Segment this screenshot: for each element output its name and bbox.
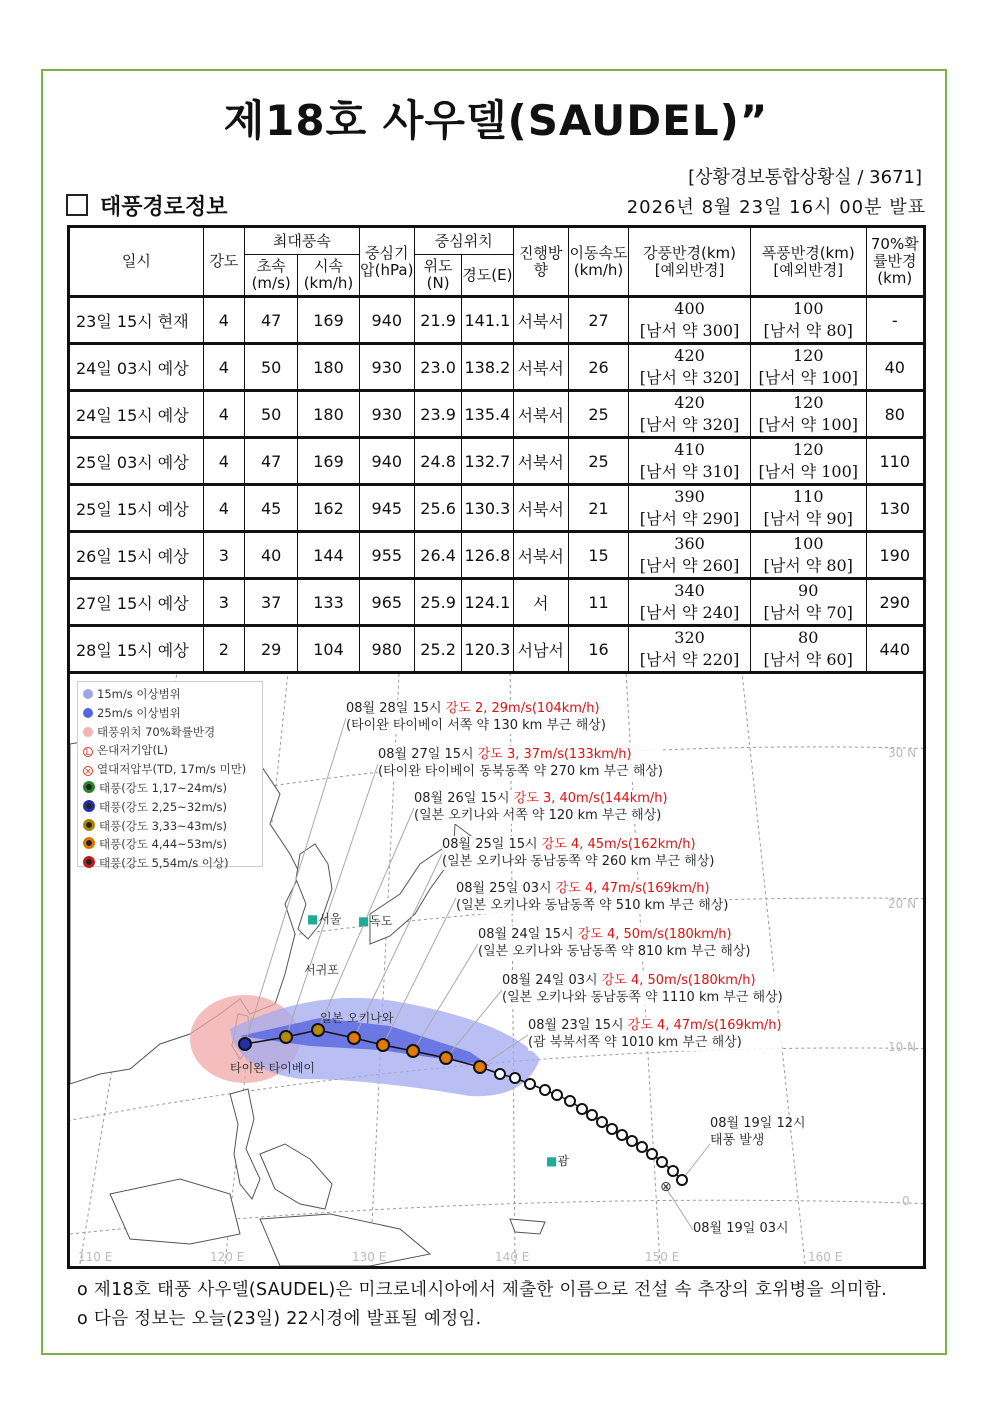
- cell-date: 28일 15시 예상: [69, 626, 204, 673]
- cell-kmh: 169: [298, 297, 359, 344]
- legend-label: 온대저기압(L): [97, 743, 168, 758]
- cell-lat: 24.8: [414, 438, 461, 485]
- forecast-label-time: [528, 1017, 782, 1034]
- cell-lat: 26.4: [414, 532, 461, 579]
- office-label: [상황경보통합상황실 / 3671]: [688, 167, 922, 188]
- place-seogwipo: 서귀포: [304, 963, 339, 977]
- forecast-label-time: [502, 972, 783, 989]
- forecast-label: [346, 700, 606, 734]
- storm-value: 120: [792, 393, 824, 412]
- lon-label-140: 140 E: [495, 1250, 530, 1264]
- cell-storm: [750, 438, 866, 485]
- gale-value: 360: [674, 534, 705, 553]
- forecast-typhoon-marker: [348, 1032, 360, 1044]
- cell-spd: 21: [568, 485, 628, 532]
- cell-p70: 110: [866, 438, 924, 485]
- storm-exception: [남서 약 80]: [763, 321, 853, 340]
- cell-lon: 132.7: [462, 438, 513, 485]
- gale-value: 420: [674, 393, 705, 412]
- forecast-intensity: 강도 4, 47m/s(169km/h): [627, 1018, 782, 1033]
- cell-ms: 50: [245, 391, 298, 438]
- past-typhoon-marker: [495, 1069, 505, 1079]
- map-legend: [77, 681, 263, 871]
- lat-label-30: 30 N: [888, 746, 917, 760]
- cell-hpa: 940: [359, 297, 414, 344]
- cell-ms: 47: [245, 297, 298, 344]
- gale-value: 320: [674, 628, 705, 647]
- cell-date: 23일 15시 현재: [69, 297, 204, 344]
- cell-dir: 서북서: [513, 297, 568, 344]
- forecast-intensity: 강도 3, 37m/s(133km/h): [477, 747, 632, 762]
- cell-lon: 130.3: [462, 485, 513, 532]
- cell-kmh: 144: [298, 532, 359, 579]
- th-wind-kmh: 시속(km/h): [298, 255, 359, 297]
- storm-value: 110: [792, 487, 824, 506]
- cell-ms: 47: [245, 438, 298, 485]
- forecast-location: (일본 오키나와 동남동쪽 약 510 km 부근 해상): [456, 898, 729, 913]
- cell-date: 27일 15시 예상: [69, 579, 204, 626]
- lon-label-150: 150 E: [645, 1250, 680, 1264]
- cell-spd: 25: [568, 438, 628, 485]
- cell-lat: 21.9: [414, 297, 461, 344]
- cell-dir: 서: [513, 579, 568, 626]
- cell-storm: [750, 344, 866, 391]
- cell-ms: 37: [245, 579, 298, 626]
- cell-int: 4: [203, 485, 244, 532]
- forecast-time: 08월 23일 15시: [528, 1018, 628, 1033]
- storm-exception: [남서 약 100]: [758, 415, 859, 434]
- th-intensity: 강도: [203, 227, 244, 297]
- place-taipei: 타이완 타이베이: [230, 1061, 315, 1075]
- cell-lat: 25.9: [414, 579, 461, 626]
- cell-lat: 25.6: [414, 485, 461, 532]
- forecast-location: (일본 오키나와 동남동쪽 약 1110 km 부근 해상): [502, 990, 783, 1005]
- forecast-label-time: [414, 790, 668, 807]
- leader-line: [286, 764, 378, 1037]
- th-center: 중심위치: [414, 227, 513, 255]
- table-body: [69, 297, 925, 673]
- cell-kmh: 169: [298, 438, 359, 485]
- legend-label: 열대저압부(TD, 17m/s 미만): [97, 762, 247, 777]
- track-map: [67, 671, 926, 1269]
- cell-gale: [629, 485, 751, 532]
- origin-label: 08월 19일 03시: [693, 1221, 789, 1236]
- cell-int: 4: [203, 344, 244, 391]
- range-swatch-icon: [83, 708, 93, 718]
- legend-prob70: [83, 723, 257, 742]
- forecast-time: 08월 25일 15시: [442, 837, 542, 852]
- forecast-location: (일본 오키나와 서쪽 약 120 km 부근 해상): [414, 808, 662, 823]
- table-row: [69, 532, 925, 579]
- legend-typhoon-5: [83, 854, 257, 873]
- past-typhoon-marker: [577, 1104, 587, 1114]
- lon-label-130: 130 E: [352, 1250, 387, 1264]
- cell-storm: [750, 532, 866, 579]
- cell-lon: 126.8: [462, 532, 513, 579]
- storm-exception: [남서 약 100]: [758, 368, 859, 387]
- legend-label: 태풍(강도 4,44~53m/s): [99, 837, 228, 852]
- low-symbol-icon: L: [83, 747, 93, 757]
- place-dokdo: [358, 912, 393, 929]
- cell-p70: 130: [866, 485, 924, 532]
- past-typhoon-marker: [607, 1124, 617, 1134]
- place-okinawa: 일본 오키나와: [320, 1011, 394, 1025]
- past-typhoon-marker: [668, 1166, 678, 1176]
- cell-dir: 서북서: [513, 391, 568, 438]
- cell-dir: 서북서: [513, 485, 568, 532]
- cell-hpa: 940: [359, 438, 414, 485]
- cell-storm: [750, 297, 866, 344]
- past-typhoon-marker: [627, 1136, 637, 1146]
- forecast-time: 08월 24일 15시: [478, 927, 578, 942]
- low-symbol-icon: ×: [84, 767, 92, 778]
- gale-exception: [남서 약 290]: [639, 509, 740, 528]
- forecast-label-time: [456, 880, 728, 897]
- gale-value: 340: [674, 581, 705, 600]
- cell-gale: [629, 391, 751, 438]
- forecast-typhoon-marker: [407, 1045, 419, 1057]
- th-lon: 경도(E): [462, 255, 513, 297]
- storm-exception: [남서 약 80]: [763, 556, 853, 575]
- past-typhoon-marker: [552, 1090, 562, 1100]
- th-gale-sub: [예외반경]: [654, 260, 725, 279]
- gale-exception: [남서 약 320]: [639, 415, 740, 434]
- cell-spd: 27: [568, 297, 628, 344]
- cell-hpa: 965: [359, 579, 414, 626]
- cell-spd: 16: [568, 626, 628, 673]
- cell-gale: [629, 579, 751, 626]
- table-row: [69, 344, 925, 391]
- table-row: [69, 438, 925, 485]
- cell-hpa: 955: [359, 532, 414, 579]
- cell-storm: [750, 579, 866, 626]
- cell-ms: 29: [245, 626, 298, 673]
- cell-ms: 50: [245, 344, 298, 391]
- legend-label: 태풍(강도 5,54m/s 이상): [99, 856, 229, 871]
- cell-p70: 440: [866, 626, 924, 673]
- past-typhoon-marker: [657, 1157, 667, 1167]
- issued-time: 2026년 8월 23일 16시 00분 발표: [626, 197, 926, 218]
- legend-typhoon-3: [83, 817, 257, 836]
- cell-kmh: 180: [298, 391, 359, 438]
- cell-int: 4: [203, 438, 244, 485]
- place-seoul-label: 서울: [318, 912, 342, 926]
- forecast-intensity: 강도 4, 50m/s(180km/h): [601, 973, 756, 988]
- forecast-label: [442, 836, 714, 870]
- legend-label: 25m/s 이상범위: [97, 705, 181, 720]
- cell-int: 4: [203, 391, 244, 438]
- forecast-label: [378, 746, 663, 780]
- forecast-typhoon-marker: [377, 1039, 389, 1051]
- cell-p70: 190: [866, 532, 924, 579]
- place-guam: [546, 1152, 569, 1169]
- forecast-intensity: 강도 2, 29m/s(104km/h): [445, 701, 600, 716]
- cell-gale: [629, 532, 751, 579]
- forecast-label: [478, 926, 750, 960]
- storm-value: 80: [798, 628, 819, 647]
- cell-hpa: 980: [359, 626, 414, 673]
- cell-lon: 141.1: [462, 297, 513, 344]
- genesis-text: 태풍 발생: [710, 1133, 765, 1148]
- legend-typhoon-2: [83, 798, 257, 817]
- forecast-time: 08월 26일 15시: [414, 791, 514, 806]
- cell-kmh: 104: [298, 626, 359, 673]
- place-dokdo-label: 독도: [369, 914, 393, 928]
- genesis-time: 08월 19일 12시: [710, 1116, 806, 1131]
- cell-storm: [750, 485, 866, 532]
- note-name-meaning: o 제18호 태풍 사우델(SAUDEL)은 미크로네시아에서 제출한 이름으로 전설 속 추장의 호위병을 의미함.: [77, 1280, 888, 1300]
- cell-date: 25일 03시 예상: [69, 438, 204, 485]
- gale-exception: [남서 약 300]: [639, 321, 740, 340]
- forecast-intensity: 강도 4, 47m/s(169km/h): [555, 881, 710, 896]
- forecast-location: (괌 북북서쪽 약 1010 km 부근 해상): [528, 1035, 742, 1050]
- forecast-typhoon-marker: [280, 1031, 292, 1043]
- range-swatch-icon: [83, 689, 93, 699]
- forecast-location: (일본 오키나와 동남동쪽 약 810 km 부근 해상): [478, 944, 751, 959]
- th-storm-title: 폭풍반경(km): [761, 243, 855, 262]
- past-typhoon-marker: [617, 1130, 627, 1140]
- legend-typhoon-4: [83, 835, 257, 854]
- cell-p70: 80: [866, 391, 924, 438]
- typhoon-symbol-icon: [83, 856, 95, 868]
- cell-dir: 서북서: [513, 438, 568, 485]
- cell-dir: 서남서: [513, 626, 568, 673]
- legend-label: 태풍위치 70%확률반경: [97, 724, 216, 739]
- th-speed: 이동속도(km/h): [568, 227, 628, 297]
- td-origin-icon: ⊗: [660, 1179, 672, 1195]
- cell-gale: [629, 626, 751, 673]
- forecast-label: [456, 880, 728, 914]
- cell-lat: 23.9: [414, 391, 461, 438]
- cell-int: 3: [203, 579, 244, 626]
- th-gale-title: 강풍반경(km): [643, 243, 737, 262]
- th-prob70: 70%확률반경(km): [866, 227, 924, 297]
- note-next-bulletin: o 다음 정보는 오늘(23일) 22시경에 발표될 예정임.: [77, 1309, 482, 1329]
- storm-exception: [남서 약 70]: [763, 603, 853, 622]
- cell-p70: 40: [866, 344, 924, 391]
- leader-line: [682, 1144, 710, 1180]
- cell-spd: 11: [568, 579, 628, 626]
- cell-int: 4: [203, 297, 244, 344]
- forecast-label-time: [378, 746, 663, 763]
- storm-exception: [남서 약 90]: [763, 509, 853, 528]
- past-typhoon-marker: [647, 1149, 657, 1159]
- cell-gale: [629, 438, 751, 485]
- th-pressure: 중심기압(hPa): [359, 227, 414, 297]
- past-typhoon-marker: [525, 1079, 535, 1089]
- typhoon-symbol-icon: [83, 819, 95, 831]
- marker-icon: ■: [358, 914, 370, 928]
- cell-date: 24일 15시 예상: [69, 391, 204, 438]
- forecast-time: 08월 25일 03시: [456, 881, 556, 896]
- cell-gale: [629, 297, 751, 344]
- forecast-label: [414, 790, 668, 824]
- forecast-time: 08월 27일 15시: [378, 747, 478, 762]
- past-typhoon-marker: [597, 1117, 607, 1127]
- storm-value: 100: [792, 299, 824, 318]
- past-typhoon-marker: [510, 1073, 520, 1083]
- th-lat: 위도(N): [414, 255, 461, 297]
- past-typhoon-marker: [637, 1142, 647, 1152]
- cell-lon: 124.1: [462, 579, 513, 626]
- storm-exception: [남서 약 100]: [758, 462, 859, 481]
- place-guam-label: 괌: [557, 1154, 569, 1168]
- th-gale-radius: [629, 227, 751, 297]
- gale-exception: [남서 약 320]: [639, 368, 740, 387]
- cell-kmh: 133: [298, 579, 359, 626]
- forecast-typhoon-marker: [239, 1038, 251, 1050]
- cell-kmh: 162: [298, 485, 359, 532]
- table-row: [69, 391, 925, 438]
- cell-storm: [750, 391, 866, 438]
- lat-label-20: 20 N: [888, 897, 917, 911]
- gale-exception: [남서 약 220]: [639, 650, 740, 669]
- forecast-time: 08월 28일 15시: [346, 701, 446, 716]
- legend-td: [83, 760, 257, 779]
- legend-typhoon-1: [83, 779, 257, 798]
- cell-dir: 서북서: [513, 344, 568, 391]
- past-typhoon-marker: [587, 1110, 597, 1120]
- th-max-wind: 최대풍속: [245, 227, 360, 255]
- legend-25ms-range: [83, 704, 257, 723]
- forecast-label: [528, 1017, 782, 1051]
- genesis-label: [710, 1115, 806, 1149]
- typhoon-symbol-icon: [83, 837, 95, 849]
- forecast-location: (일본 오키나와 동남동쪽 약 260 km 부근 해상): [442, 854, 715, 869]
- cell-hpa: 930: [359, 344, 414, 391]
- storm-value: 90: [798, 581, 819, 600]
- forecast-label-time: [442, 836, 714, 853]
- forecast-typhoon-marker: [474, 1061, 486, 1073]
- cell-ms: 40: [245, 532, 298, 579]
- cell-p70: -: [866, 297, 924, 344]
- cell-spd: 26: [568, 344, 628, 391]
- lon-label-120: 120 E: [210, 1250, 245, 1264]
- cell-date: 26일 15시 예상: [69, 532, 204, 579]
- lon-label-160: 160 E: [808, 1250, 843, 1264]
- past-typhoon-marker: [677, 1175, 687, 1185]
- checkbox-icon: [66, 194, 88, 216]
- cell-int: 2: [203, 626, 244, 673]
- th-storm-sub: [예외반경]: [773, 260, 844, 279]
- legend-extratropical: [83, 741, 257, 760]
- storm-value: 120: [792, 346, 824, 365]
- cell-int: 3: [203, 532, 244, 579]
- legend-label: 15m/s 이상범위: [97, 687, 181, 701]
- cell-date: 24일 03시 예상: [69, 344, 204, 391]
- forecast-location: (타이완 타이베이 서쪽 약 130 km 부근 해상): [346, 718, 606, 733]
- cell-dir: 서북서: [513, 532, 568, 579]
- legend-label: 태풍(강도 1,17~24m/s): [99, 780, 228, 795]
- th-datetime: 일시: [69, 227, 204, 297]
- storm-exception: [남서 약 60]: [763, 650, 853, 669]
- cell-lat: 25.2: [414, 626, 461, 673]
- cell-hpa: 930: [359, 391, 414, 438]
- cell-lon: 120.3: [462, 626, 513, 673]
- page-title: 제18호 사우델(SAUDEL)”: [223, 96, 769, 145]
- marker-icon: ■: [307, 912, 319, 926]
- th-direction: 진행방향: [513, 227, 568, 297]
- gale-exception: [남서 약 310]: [639, 462, 740, 481]
- typhoon-symbol-icon: [83, 781, 95, 793]
- cell-lat: 23.0: [414, 344, 461, 391]
- typhoon-track-table: [67, 225, 926, 674]
- legend-label: 태풍(강도 3,33~43m/s): [99, 818, 228, 833]
- forecast-intensity: 강도 3, 40m/s(144km/h): [513, 791, 668, 806]
- gale-exception: [남서 약 260]: [639, 556, 740, 575]
- cell-ms: 45: [245, 485, 298, 532]
- lat-label-10: 10 N: [888, 1040, 917, 1054]
- forecast-typhoon-marker: [440, 1052, 452, 1064]
- lon-label-110: 110 E: [78, 1250, 113, 1264]
- cell-p70: 290: [866, 579, 924, 626]
- range-swatch-icon: [83, 727, 93, 737]
- table-row: [69, 485, 925, 532]
- forecast-label-time: [346, 700, 606, 717]
- table-row: [69, 579, 925, 626]
- legend-label: 태풍(강도 2,25~32m/s): [99, 799, 228, 814]
- gale-value: 400: [674, 299, 705, 318]
- lat-label-0: 0: [902, 1194, 910, 1208]
- place-seoul: [307, 910, 342, 927]
- cell-spd: 25: [568, 391, 628, 438]
- marker-icon: ■: [546, 1154, 558, 1168]
- table-row: [69, 297, 925, 344]
- cell-gale: [629, 344, 751, 391]
- cell-date: 25일 15시 예상: [69, 485, 204, 532]
- past-typhoon-marker: [540, 1085, 550, 1095]
- forecast-time: 08월 24일 03시: [502, 973, 602, 988]
- forecast-intensity: 강도 4, 45m/s(162km/h): [541, 837, 696, 852]
- th-storm-radius: [750, 227, 866, 297]
- forecast-label: [502, 972, 783, 1006]
- gale-value: 420: [674, 346, 705, 365]
- legend-15ms-range: [83, 685, 257, 704]
- cell-kmh: 180: [298, 344, 359, 391]
- cell-hpa: 945: [359, 485, 414, 532]
- forecast-intensity: 강도 4, 50m/s(180km/h): [577, 927, 732, 942]
- forecast-location: (타이완 타이베이 동북동쪽 약 270 km 부근 해상): [378, 764, 664, 779]
- past-typhoon-marker: [565, 1096, 575, 1106]
- typhoon-symbol-icon: [83, 800, 95, 812]
- storm-value: 120: [792, 440, 824, 459]
- cell-lon: 135.4: [462, 391, 513, 438]
- cell-storm: [750, 626, 866, 673]
- section-title: 태풍경로정보: [100, 195, 228, 220]
- cell-lon: 138.2: [462, 344, 513, 391]
- section-heading: [66, 190, 228, 221]
- gale-value: 410: [674, 440, 705, 459]
- gale-value: 390: [674, 487, 705, 506]
- storm-value: 100: [792, 534, 824, 553]
- cell-spd: 15: [568, 532, 628, 579]
- table-row: [69, 626, 925, 673]
- th-wind-ms: 초속(m/s): [245, 255, 298, 297]
- forecast-label-time: [478, 926, 750, 943]
- gale-exception: [남서 약 240]: [639, 603, 740, 622]
